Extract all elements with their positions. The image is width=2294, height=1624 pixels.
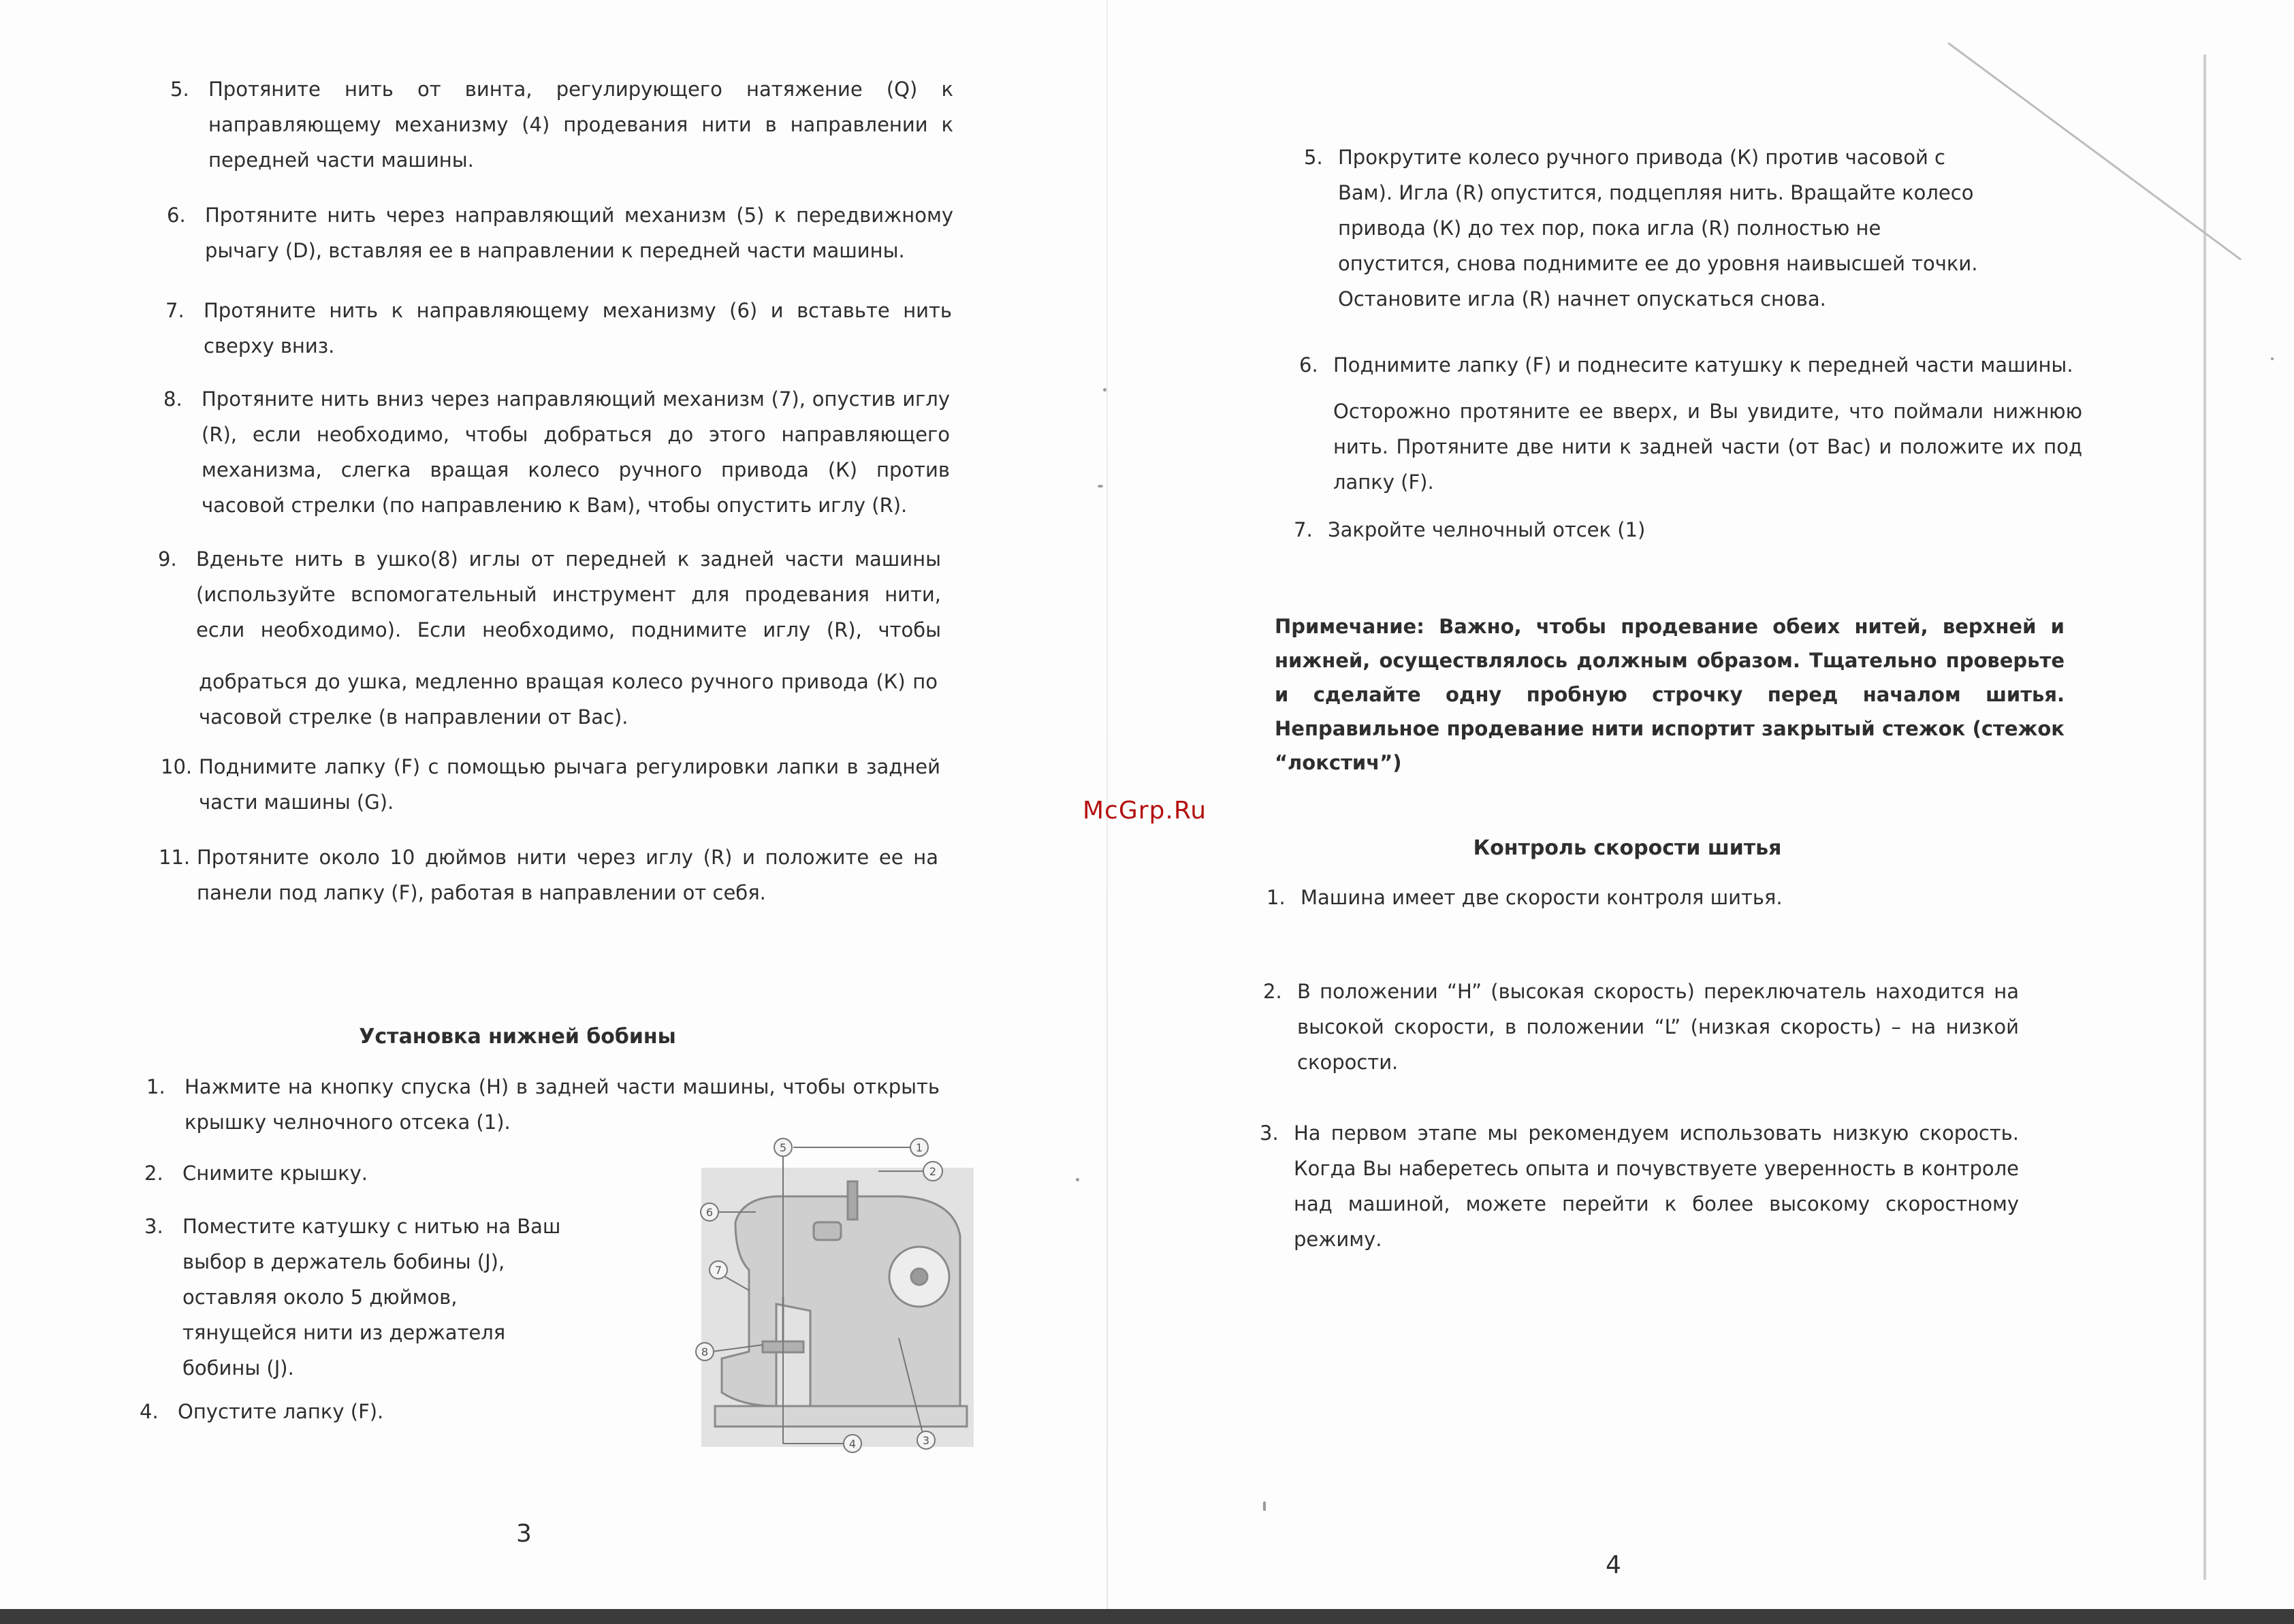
scan-speck	[2271, 357, 2274, 360]
step-text: Снимите крышку.	[182, 1162, 368, 1185]
step-text: Машина имеет две скорости контроля шитья.	[1301, 886, 1783, 909]
step-text: Поднимите лапку (F) и поднесите катушку к передней части машины.	[1333, 353, 2073, 377]
scan-speck	[1103, 388, 1106, 392]
step-text: Протяните около 10 дюймов нити через иглу (R) и положите ее на панели под лапку (F), работая в направлении от себя.	[197, 846, 938, 904]
site-watermark: McGrp.Ru	[1083, 797, 1207, 825]
step-text: Поднимите лапку (F) с помощью рычага регулировки лапки в задней части машины (G).	[199, 755, 940, 814]
step-number: 6.	[1299, 353, 1318, 377]
callout-8-label: 8	[701, 1346, 709, 1358]
step-number: 8.	[163, 387, 182, 411]
threading-note: Примечание: Важно, чтобы продевание обеих нитей, верхней и нижней, осуществлялось должным образом. Тщательно проверьте и сделайте одну пробную строчку перед началом шитья. Неправильное продевание нити испортит закрытый стежок (стежок “локстич”)	[1275, 615, 2065, 774]
callout-5-label: 5	[779, 1141, 787, 1154]
step-number: 1.	[1267, 886, 1286, 909]
page-number: 4	[1606, 1551, 1621, 1579]
step-text: Прокрутите колесо ручного привода (К) против часовой с Вам). Игла (R) опустится, подцепляя нить. Вращайте колесо привода (К) до тех пор, пока игла (R) полностью не опустится, снова поднимите ее до уровня наивысшей точки. Остановите игла (R) начнет опускаться снова.	[1338, 146, 1978, 311]
step-text: Протяните нить от винта, регулирующего натяжение (Q) к направляющему механизму (4) продевания нити в направлении к передней части машины.	[208, 78, 953, 172]
speed-heading: Контроль скорости шитья	[1473, 836, 1782, 860]
callout-3-label: 3	[922, 1434, 930, 1447]
step-text: Поместите катушку с нитью на Ваш выбор в держатель бобины (J), оставляя около 5 дюймов, тянущейся нити из держателя бобины (J).	[182, 1215, 561, 1380]
callout-6-label: 6	[705, 1206, 714, 1219]
step-number: 2.	[144, 1162, 163, 1185]
step-number: 10.	[161, 755, 193, 778]
step-number: 5.	[1304, 146, 1323, 169]
scan-speck	[1076, 1178, 1079, 1181]
callout-7-label: 7	[714, 1264, 722, 1277]
step-text: Вденьте нить в ушко(8) иглы от передней к задней части машины (используйте вспомогательный инструмент для продевания нити, если необходимо). Если необходимо, поднимите иглу (R), чтобы	[196, 547, 941, 641]
step-number: 7.	[1294, 518, 1313, 541]
scan-speck	[1263, 1501, 1266, 1511]
step-number: 3.	[144, 1215, 163, 1238]
step-text: Нажмите на кнопку спуска (H) в задней части машины, чтобы открыть крышку челночного отсека (1).	[185, 1075, 940, 1134]
scan-speck	[1098, 485, 1103, 488]
step-9-continued: добраться до ушка, медленно вращая колесо ручного привода (К) по часовой стрелке (в направлении от Вас).	[199, 670, 938, 729]
step-text: Закройте челночный отсек (1)	[1328, 518, 1646, 541]
callout-2-label: 2	[929, 1165, 937, 1178]
step-number: 6.	[167, 204, 186, 227]
step-number: 2.	[1263, 980, 1282, 1003]
step-text: В положении “H” (высокая скорость) переключатель находится на высокой скорости, в положении “L” (низкая скорость) – на низкой скорости.	[1297, 980, 2019, 1074]
step-text: Опустите лапку (F).	[178, 1400, 384, 1423]
left-page	[0, 0, 1103, 1624]
step-number: 4.	[140, 1400, 159, 1423]
step-text: На первом этапе мы рекомендуем использовать низкую скорость. Когда Вы наберетесь опыта и почувствуете уверенность в контроле над машиной, можете перейти к более высокому скоростному режиму.	[1294, 1121, 2019, 1251]
callout-4-label: 4	[848, 1437, 857, 1450]
step-number: 1.	[146, 1075, 165, 1098]
step-text: Протяните нить через направляющий механизм (5) к передвижному рычагу (D), вставляя ее в направлении к передней части машины.	[205, 204, 953, 262]
bobbin-heading: Установка нижней бобины	[359, 1025, 676, 1049]
step-number: 11.	[159, 846, 191, 869]
bobbin-step-6-detail: Осторожно протяните ее вверх, и Вы увидите, что поймали нижнюю нить. Протяните две нити к задней части (от Вас) и положите их под лапку (F).	[1333, 400, 2082, 494]
machine-illustration	[715, 1181, 967, 1427]
step-number: 3.	[1260, 1121, 1279, 1145]
step-text: Протяните нить вниз через направляющий механизм (7), опустив иглу (R), если необходимо, чтобы добраться до этого направляющего механизма, слегка вращая колесо ручного привода (К) против часовой стрелки (по направлению к Вам), чтобы опустить иглу (R).	[202, 387, 950, 517]
page-number: 3	[516, 1520, 532, 1548]
callout-1-label: 1	[915, 1141, 923, 1154]
step-number: 5.	[170, 78, 189, 101]
right-page	[1103, 0, 2294, 1624]
step-text: Протяните нить к направляющему механизму (6) и вставьте нить сверху вниз.	[204, 299, 952, 357]
step-number: 7.	[165, 299, 185, 322]
step-number: 9.	[158, 547, 177, 571]
sewing-machine-diagram	[695, 1134, 981, 1461]
